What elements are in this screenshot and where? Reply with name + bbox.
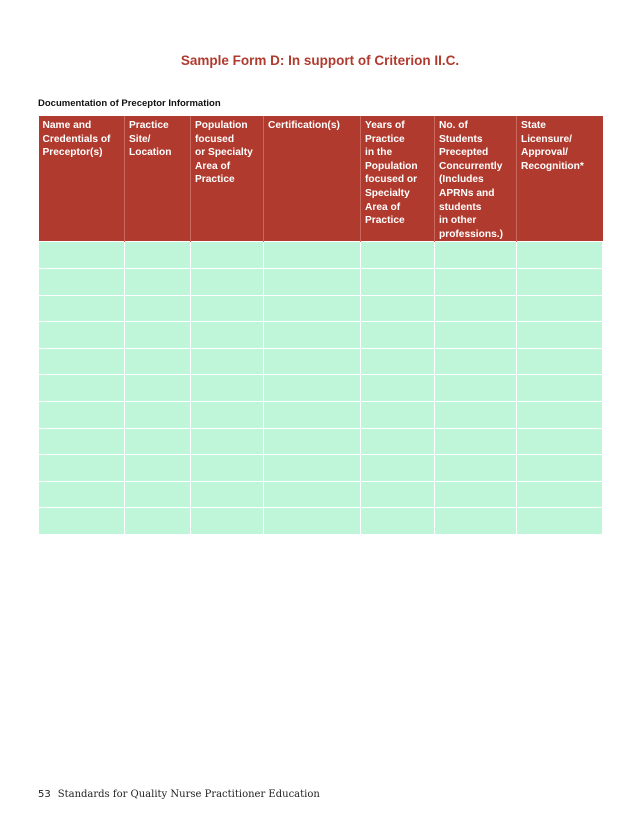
table-cell[interactable] [125, 508, 191, 535]
table-row [39, 295, 603, 322]
table-cell[interactable] [361, 455, 435, 482]
table-cell[interactable] [517, 295, 603, 322]
table-cell[interactable] [361, 295, 435, 322]
table-cell[interactable] [435, 455, 517, 482]
table-cell[interactable] [435, 508, 517, 535]
table-cell[interactable] [264, 401, 361, 428]
table-row [39, 401, 603, 428]
table-cell[interactable] [191, 455, 264, 482]
table-cell[interactable] [125, 401, 191, 428]
table-cell[interactable] [361, 481, 435, 508]
table-cell[interactable] [361, 428, 435, 455]
table-cell[interactable] [39, 481, 125, 508]
table-cell[interactable] [191, 481, 264, 508]
header-practice-site: Practice Site/ Location [125, 116, 191, 242]
table-cell[interactable] [125, 268, 191, 295]
table-row [39, 348, 603, 375]
table-cell[interactable] [517, 242, 603, 269]
table-header-row [39, 116, 603, 242]
preceptor-info-table [38, 116, 603, 535]
table-cell[interactable] [191, 322, 264, 349]
section-label: Documentation of Preceptor Information [38, 98, 221, 109]
table-cell[interactable] [517, 268, 603, 295]
table-body [39, 242, 603, 535]
table-cell[interactable] [39, 295, 125, 322]
table-cell[interactable] [517, 348, 603, 375]
table-cell[interactable] [264, 428, 361, 455]
table-row [39, 268, 603, 295]
table-cell[interactable] [191, 508, 264, 535]
header-certifications: Certification(s) [264, 116, 361, 242]
table-cell[interactable] [39, 428, 125, 455]
header-state-licensure: State Licensure/ Approval/ Recognition* [517, 116, 603, 242]
table-cell[interactable] [264, 348, 361, 375]
table-row [39, 428, 603, 455]
header-name-credentials: Name and Credentials of Preceptor(s) [39, 116, 125, 242]
table-row [39, 375, 603, 402]
header-population-focus: Population focused or Specialty Area of Practice [191, 116, 264, 242]
table-cell[interactable] [125, 242, 191, 269]
table-row [39, 508, 603, 535]
table-cell[interactable] [125, 295, 191, 322]
table-cell[interactable] [517, 455, 603, 482]
table-cell[interactable] [517, 401, 603, 428]
table-cell[interactable] [264, 295, 361, 322]
table-cell[interactable] [435, 322, 517, 349]
table-cell[interactable] [435, 375, 517, 402]
table-cell[interactable] [435, 428, 517, 455]
publication-title: Standards for Quality Nurse Practitioner Education [57, 789, 320, 800]
table-cell[interactable] [264, 375, 361, 402]
table-cell[interactable] [435, 295, 517, 322]
table-cell[interactable] [361, 508, 435, 535]
table-cell[interactable] [39, 268, 125, 295]
table-cell[interactable] [264, 455, 361, 482]
table-cell[interactable] [517, 375, 603, 402]
table-cell[interactable] [435, 481, 517, 508]
table-row [39, 322, 603, 349]
table-cell[interactable] [517, 428, 603, 455]
table-cell[interactable] [435, 401, 517, 428]
table-cell[interactable] [435, 268, 517, 295]
table-cell[interactable] [517, 508, 603, 535]
table-cell[interactable] [125, 428, 191, 455]
table-cell[interactable] [435, 242, 517, 269]
table-cell[interactable] [39, 401, 125, 428]
table-cell[interactable] [264, 242, 361, 269]
table-cell[interactable] [517, 481, 603, 508]
table-cell[interactable] [39, 322, 125, 349]
table-cell[interactable] [125, 375, 191, 402]
table-cell[interactable] [191, 242, 264, 269]
table-cell[interactable] [39, 242, 125, 269]
table-cell[interactable] [517, 322, 603, 349]
table-cell[interactable] [39, 455, 125, 482]
table-cell[interactable] [191, 295, 264, 322]
table-cell[interactable] [361, 322, 435, 349]
header-years-of-practice: Years of Practice in the Population focused or Specialty Area of Practice [361, 116, 435, 242]
table-cell[interactable] [264, 481, 361, 508]
table-cell[interactable] [264, 268, 361, 295]
table-cell[interactable] [435, 348, 517, 375]
page-number: 53 [38, 789, 51, 800]
table-row [39, 455, 603, 482]
table-row [39, 242, 603, 269]
table-cell[interactable] [361, 268, 435, 295]
table-cell[interactable] [361, 242, 435, 269]
table-cell[interactable] [39, 508, 125, 535]
table-cell[interactable] [39, 375, 125, 402]
table-cell[interactable] [125, 455, 191, 482]
header-students-precepted: No. of Students Precepted Concurrently (Includes APRNs and students in other professions.) [435, 116, 517, 242]
table-cell[interactable] [191, 348, 264, 375]
table-cell[interactable] [361, 348, 435, 375]
page-footer [38, 789, 320, 800]
table-cell[interactable] [125, 322, 191, 349]
table-cell[interactable] [361, 401, 435, 428]
table-cell[interactable] [264, 322, 361, 349]
table-cell[interactable] [191, 268, 264, 295]
table-cell[interactable] [125, 348, 191, 375]
table-cell[interactable] [191, 428, 264, 455]
table-cell[interactable] [361, 375, 435, 402]
table-cell[interactable] [39, 348, 125, 375]
form-title: Sample Form D: In support of Criterion II.C. [180, 53, 460, 68]
table-cell[interactable] [191, 401, 264, 428]
table-cell[interactable] [125, 481, 191, 508]
table-cell[interactable] [264, 508, 361, 535]
table-cell[interactable] [191, 375, 264, 402]
table-row [39, 481, 603, 508]
